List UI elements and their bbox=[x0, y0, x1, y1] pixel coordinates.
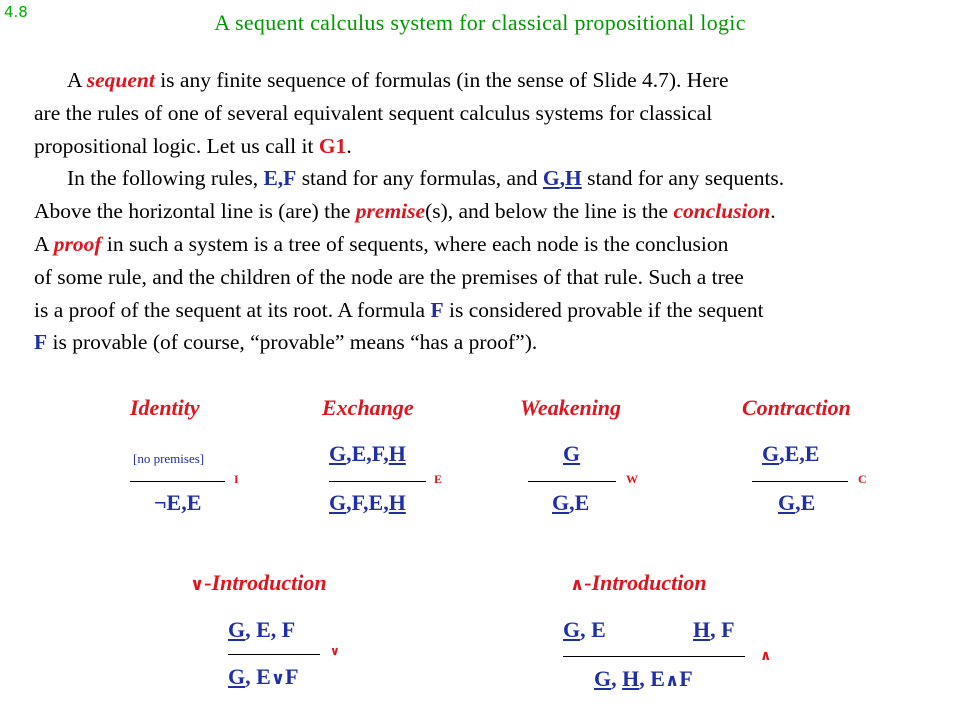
and-intro-premise-1 bbox=[563, 617, 606, 643]
text: propositional logic. Let us call it bbox=[34, 133, 319, 158]
paragraph-line bbox=[34, 228, 960, 261]
formula-F: F bbox=[34, 330, 48, 355]
text: Above the horizontal line is (are) the bbox=[34, 199, 356, 224]
paragraph-line bbox=[34, 97, 960, 130]
exchange-label: E bbox=[434, 472, 443, 486]
paragraph-line bbox=[34, 294, 960, 327]
text: , E, F bbox=[245, 617, 296, 642]
sequent-G: G bbox=[778, 490, 796, 515]
text: , F bbox=[710, 617, 735, 642]
rule-and-intro-name bbox=[570, 570, 707, 596]
rule-or-intro-name bbox=[190, 570, 327, 596]
text: , E bbox=[580, 617, 606, 642]
text: F bbox=[679, 666, 693, 691]
text: . bbox=[770, 199, 776, 224]
sequent-G: G bbox=[563, 617, 581, 642]
paragraph-line bbox=[34, 195, 960, 228]
system-name: G1 bbox=[318, 133, 347, 158]
sequent-G: G bbox=[762, 441, 780, 466]
and-intro-premise-2 bbox=[693, 617, 735, 643]
formula-F: F bbox=[283, 166, 297, 191]
page-title: A sequent calculus system for classical propositional logic bbox=[214, 10, 746, 35]
sequent-G: G bbox=[228, 664, 246, 689]
or-intro-label: ∨ bbox=[330, 644, 340, 658]
sequent-H: H bbox=[388, 441, 406, 466]
text: A bbox=[67, 68, 87, 92]
text: , E bbox=[245, 664, 271, 689]
text: is any finite sequence of formulas (in the sense of Slide 4.7). Here bbox=[154, 68, 729, 92]
contraction-conclusion bbox=[778, 490, 815, 516]
and-symbol: ∧ bbox=[570, 575, 585, 595]
paragraph-line bbox=[34, 326, 960, 359]
text: of some rule, and the children of the node are the premises of that rule. Such a tree bbox=[34, 264, 744, 289]
comma: , bbox=[559, 166, 566, 191]
sequent-G: G bbox=[594, 666, 612, 691]
weakening-premise bbox=[563, 441, 580, 467]
sequent-H: H bbox=[693, 617, 711, 642]
sequent-H: H bbox=[388, 490, 406, 515]
text: In the following rules, bbox=[67, 166, 264, 191]
paragraph-line bbox=[34, 261, 960, 294]
and-intro-rule-line bbox=[563, 656, 745, 657]
text: is provable (of course, “provable” means “has a proof”). bbox=[47, 330, 538, 355]
weakening-label: W bbox=[626, 472, 638, 486]
slide-number: 4.8 bbox=[4, 3, 28, 21]
term-sequent: sequent bbox=[86, 68, 155, 92]
text: , bbox=[611, 666, 623, 691]
text: E,E bbox=[166, 490, 202, 515]
text: stand for any formulas, and bbox=[296, 166, 543, 191]
rule-exchange-name: Exchange bbox=[322, 395, 414, 420]
rule-contraction-name: Contraction bbox=[742, 395, 851, 420]
formula-F: F bbox=[430, 297, 444, 322]
exchange-rule-line bbox=[329, 481, 426, 482]
sequent-H: H bbox=[565, 166, 582, 191]
text: A bbox=[34, 231, 54, 256]
identity-conclusion bbox=[154, 490, 201, 516]
sequent-G: G bbox=[552, 490, 570, 515]
term-premise: premise bbox=[355, 199, 426, 224]
text: is considered provable if the sequent bbox=[443, 297, 764, 322]
term-proof: proof bbox=[53, 231, 102, 256]
text: is a proof of the sequent at its root. A formula bbox=[34, 297, 431, 322]
paragraph-line bbox=[34, 64, 960, 97]
term-conclusion: conclusion bbox=[673, 199, 771, 224]
text: ,E bbox=[569, 490, 590, 515]
exchange-premise bbox=[329, 441, 406, 467]
identity-label: I bbox=[234, 472, 239, 486]
sequent-G: G bbox=[228, 617, 246, 642]
text: F bbox=[285, 664, 299, 689]
rule-weakening-name: Weakening bbox=[520, 395, 622, 420]
contraction-premise bbox=[762, 441, 819, 467]
paragraph-line bbox=[34, 130, 960, 163]
or-intro-premise bbox=[228, 617, 295, 643]
and-intro-conclusion bbox=[594, 666, 693, 692]
text: . bbox=[346, 133, 352, 158]
identity-premise: [no premises] bbox=[133, 451, 205, 466]
text: ,E bbox=[795, 490, 816, 515]
text: -Introduction bbox=[584, 570, 707, 595]
comma: , bbox=[277, 166, 284, 191]
text: in such a system is a tree of sequents, where each node is the conclusion bbox=[101, 231, 729, 256]
or-intro-rule-line bbox=[228, 654, 320, 655]
contraction-label: C bbox=[858, 472, 867, 486]
text: ,E,E bbox=[779, 441, 820, 466]
text: ,E,F, bbox=[346, 441, 389, 466]
sequent-G: G bbox=[563, 441, 581, 466]
exchange-conclusion bbox=[329, 490, 406, 516]
paragraph-line bbox=[34, 162, 960, 195]
or-intro-conclusion bbox=[228, 664, 299, 690]
sequent-G: G bbox=[329, 441, 347, 466]
negation-symbol: ¬ bbox=[154, 490, 167, 515]
rule-identity-name: Identity bbox=[130, 395, 200, 420]
identity-rule-line bbox=[130, 481, 225, 482]
sequent-G: G bbox=[329, 490, 347, 515]
weakening-rule-line bbox=[528, 481, 616, 482]
text: ,F,E, bbox=[346, 490, 389, 515]
sequent-G: G bbox=[542, 166, 560, 191]
sequent-H: H bbox=[622, 666, 640, 691]
intro-paragraph bbox=[34, 64, 960, 359]
and-symbol: ∧ bbox=[664, 671, 680, 691]
text: , E bbox=[639, 666, 665, 691]
weakening-conclusion bbox=[552, 490, 589, 516]
or-symbol: ∨ bbox=[270, 669, 286, 689]
text: are the rules of one of several equivalent sequent calculus systems for classical bbox=[34, 100, 713, 125]
and-intro-label: ∧ bbox=[760, 648, 772, 664]
text: (s), and below the line is the bbox=[425, 199, 674, 224]
text: -Introduction bbox=[204, 570, 327, 595]
contraction-rule-line bbox=[752, 481, 848, 482]
or-symbol: ∨ bbox=[190, 575, 205, 595]
text: stand for any sequents. bbox=[581, 166, 785, 191]
formula-E: E bbox=[263, 166, 278, 191]
